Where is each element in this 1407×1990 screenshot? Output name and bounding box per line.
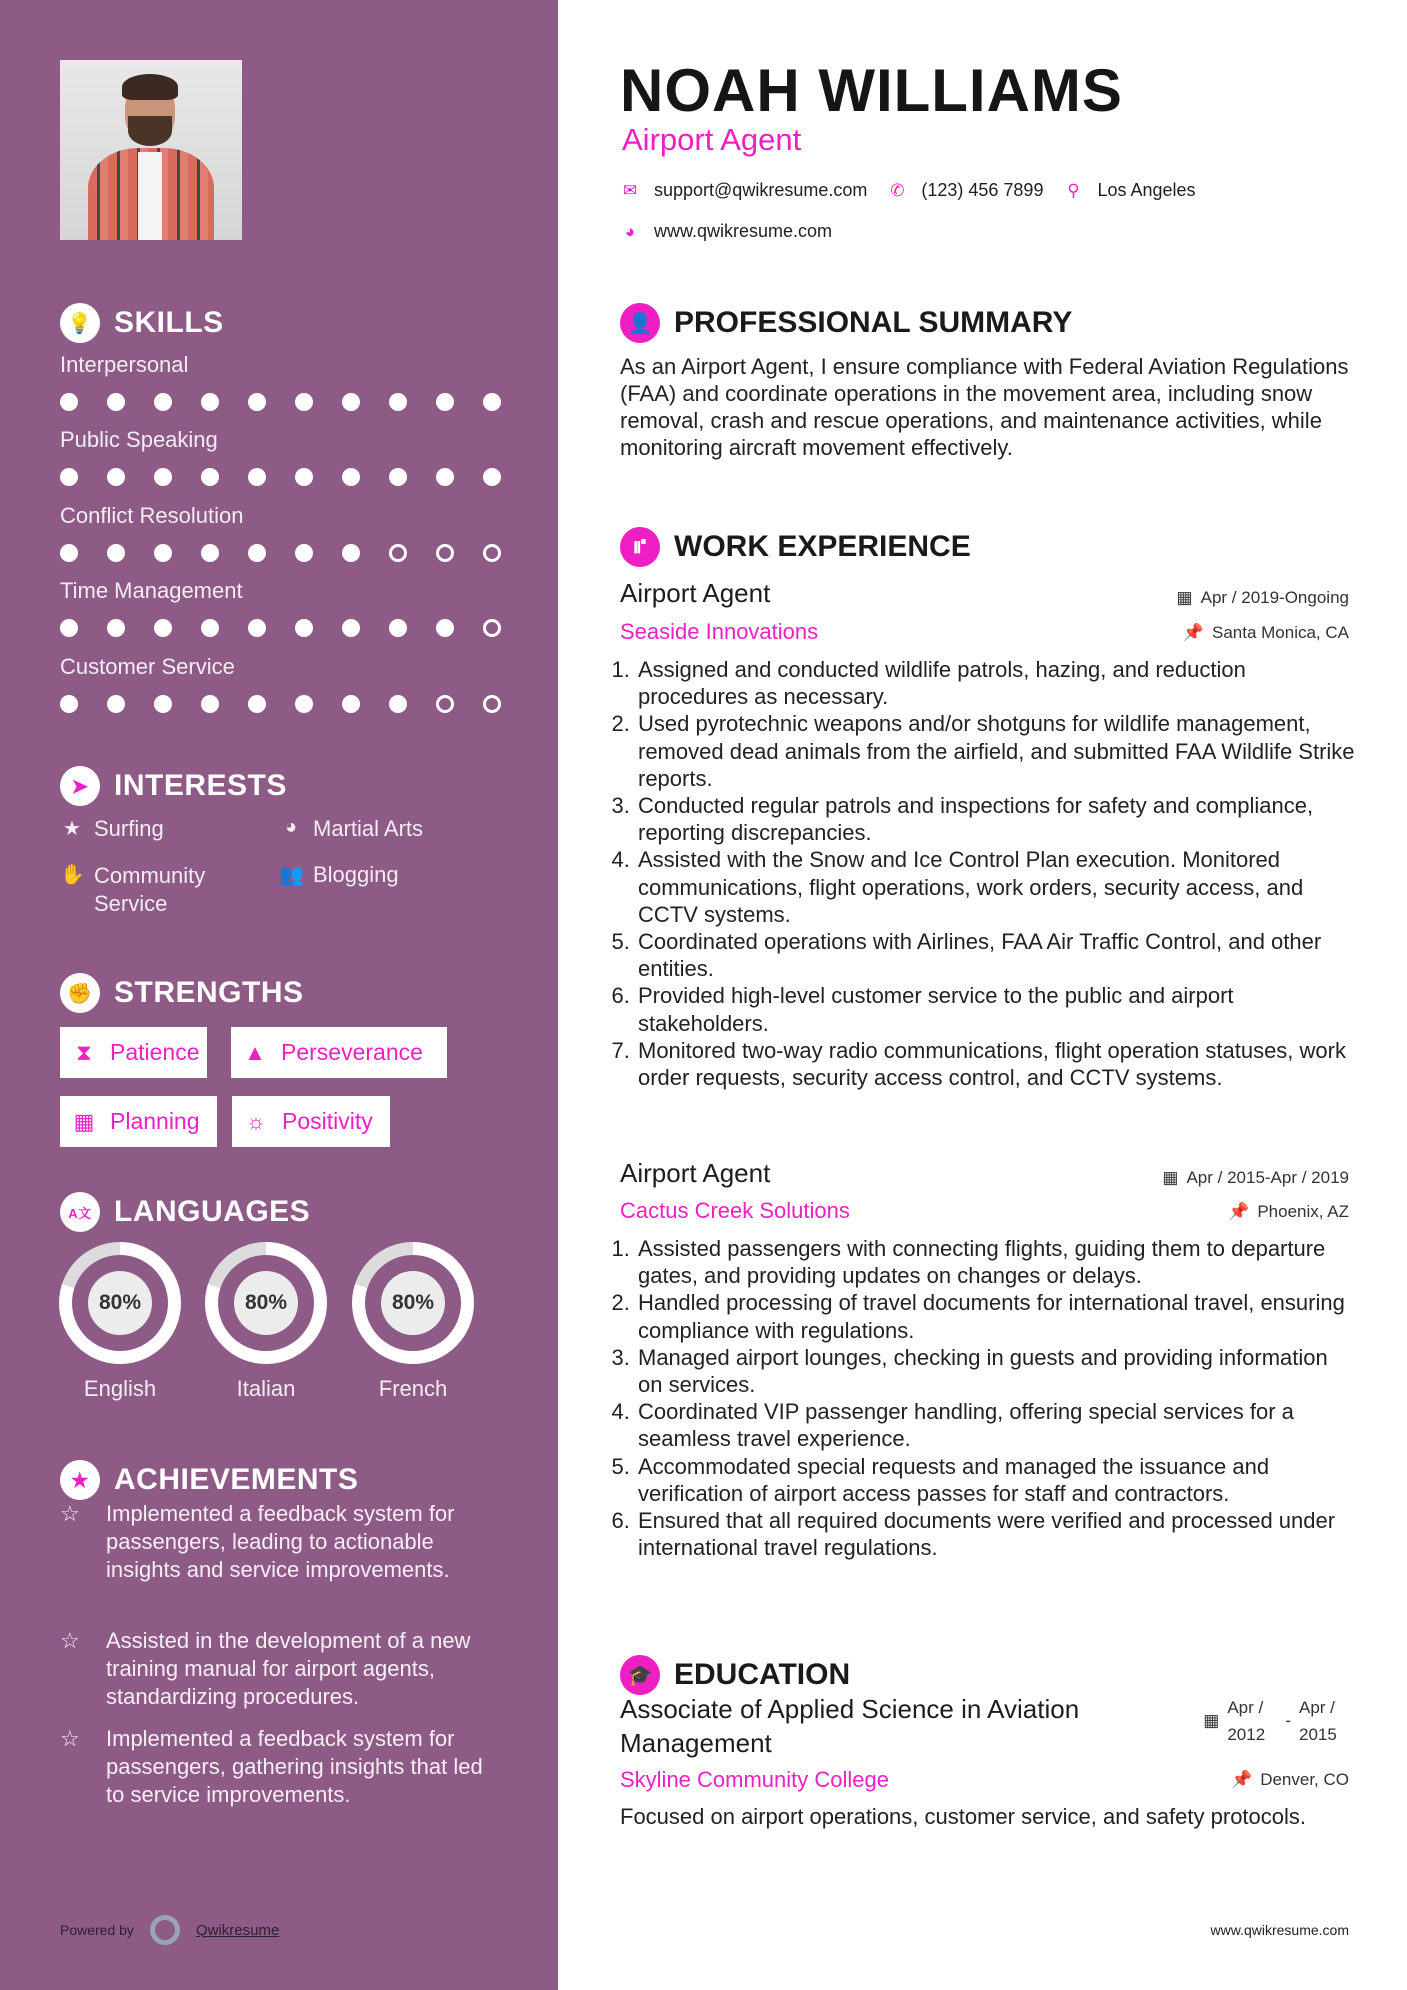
achievement-text: Implemented a feedback system for passengers, leading to actionable insights and service improvements. <box>106 1501 455 1582</box>
candidate-name: NOAH WILLIAMS <box>620 57 1123 124</box>
skill-rating <box>60 544 501 562</box>
date-text: Apr / 2019-Ongoing <box>1200 588 1349 607</box>
section-title: LANGUAGES <box>114 1195 311 1228</box>
filled-dot <box>60 619 78 637</box>
filled-dot <box>342 393 360 411</box>
hourglass-icon: ⧗ <box>76 1039 92 1065</box>
powered-by <box>60 1915 279 1945</box>
filled-dot <box>342 619 360 637</box>
filled-dot <box>248 619 266 637</box>
date-text: Apr / 2015-Apr / 2019 <box>1186 1168 1349 1187</box>
email-link[interactable]: support@qwikresume.com <box>654 180 868 200</box>
percent-label: 80% <box>88 1271 152 1335</box>
filled-dot <box>107 544 125 562</box>
graduate-icon: 🎓 <box>620 1655 660 1695</box>
section-title: WORK EXPERIENCE <box>674 530 971 563</box>
empty-dot <box>436 544 454 562</box>
strength-badge <box>231 1027 447 1078</box>
filled-dot <box>107 619 125 637</box>
strengths-heading <box>60 973 304 1013</box>
sun-icon: ☼ <box>245 1108 267 1134</box>
chair-icon: ⑈ <box>620 527 660 567</box>
empty-dot <box>389 544 407 562</box>
location-text: Santa Monica, CA <box>1211 623 1349 642</box>
empty-dot <box>483 544 501 562</box>
filled-dot <box>154 619 172 637</box>
section-title: STRENGTHS <box>114 976 304 1009</box>
sidebar <box>0 0 558 1990</box>
paper-plane-icon: ➤ <box>60 766 100 806</box>
filled-dot <box>295 393 313 411</box>
translate-icon: A文 <box>60 1192 100 1232</box>
pin-icon: 📌 <box>1228 1202 1250 1221</box>
fist-icon: ✊ <box>60 973 100 1013</box>
company-name: Seaside Innovations <box>620 619 819 644</box>
empty-dot <box>483 619 501 637</box>
strength-badge <box>60 1027 207 1078</box>
language-name: English <box>83 1376 157 1401</box>
strength-badge <box>60 1096 217 1147</box>
empty-dot <box>436 695 454 713</box>
website-row <box>620 221 832 242</box>
filled-dot <box>295 695 313 713</box>
achievement-item <box>60 1725 500 1809</box>
filled-dot <box>389 619 407 637</box>
bullet: 6. Ensured that all required documents were verified and processed under international travel regulations. <box>636 1507 1357 1561</box>
users-icon: 👥 <box>279 864 304 886</box>
section-title: EDUCATION <box>674 1658 851 1691</box>
achievement-text: Assisted in the development of a new training manual for airport agents, standardizing procedures. <box>106 1628 471 1709</box>
globe-icon: ◕ <box>284 816 298 838</box>
school-name: Skyline Community College <box>620 1767 889 1792</box>
filled-dot <box>201 468 219 486</box>
interest-label: Surfing <box>94 816 164 841</box>
filled-dot <box>201 544 219 562</box>
bullet: 5. Coordinated operations with Airlines, FAA Air Traffic Control, and other entities. <box>636 928 1357 982</box>
filled-dot <box>154 695 172 713</box>
location-text: Los Angeles <box>1097 180 1196 200</box>
location-text: Denver, CO <box>1260 1770 1349 1789</box>
filled-dot <box>389 468 407 486</box>
interest-item <box>60 862 250 918</box>
job-dates <box>1162 1168 1349 1188</box>
filled-dot <box>107 393 125 411</box>
filled-dot <box>107 695 125 713</box>
filled-dot <box>295 544 313 562</box>
bullet: 1. Assigned and conducted wildlife patrols, hazing, and reduction procedures as necessary. <box>636 656 1357 710</box>
summary-text: As an Airport Agent, I ensure compliance with Federal Aviation Regulations (FAA) and coordinate operations in the movement area, including snow removal, crash and rescue operations, and maintenance activities, while monitoring aircraft movement effectively. <box>620 354 1349 460</box>
interest-item <box>279 816 423 842</box>
hand-icon: ✋ <box>60 864 85 886</box>
user-icon: 👤 <box>620 303 660 343</box>
experience-heading <box>620 527 971 567</box>
bullet: 5. Accommodated special requests and managed the issuance and verification of airport access passes for staff and contractors. <box>636 1453 1357 1507</box>
languages-heading <box>60 1192 310 1232</box>
filled-dot <box>342 695 360 713</box>
website-link[interactable]: www.qwikresume.com <box>654 221 833 241</box>
globe-icon: ◕ <box>624 221 636 241</box>
language-french <box>352 1242 474 1402</box>
skill-label: Customer Service <box>60 654 235 679</box>
skill-rating <box>60 695 501 713</box>
bullet: 3. Conducted regular patrols and inspections for safety and compliance, reporting discrepancies. <box>636 792 1357 846</box>
filled-dot <box>436 393 454 411</box>
education-heading <box>620 1655 850 1695</box>
skill-rating <box>60 393 501 411</box>
job-location <box>1228 1202 1349 1222</box>
filled-dot <box>248 393 266 411</box>
filled-dot <box>201 695 219 713</box>
progress-ring <box>205 1242 327 1364</box>
lightbulb-icon: 💡 <box>60 303 100 343</box>
interests-heading <box>60 766 287 806</box>
filled-dot <box>483 468 501 486</box>
degree-title: Associate of Applied Science in Aviation Management <box>620 1694 1080 1758</box>
candidate-title: Airport Agent <box>622 122 802 157</box>
road-icon: ▲ <box>244 1039 266 1065</box>
job-bullets <box>612 656 1357 1091</box>
start-date: Apr / 2012 <box>1227 1698 1266 1744</box>
bullet: 4. Assisted with the Snow and Ice Control Plan execution. Monitored communications, flight operations, work orders, security access, and CCTV systems. <box>636 846 1357 928</box>
education-location <box>1231 1770 1349 1790</box>
shooting-star-icon: ★ <box>60 1460 100 1500</box>
skills-heading <box>60 303 224 343</box>
achievement-text: Implemented a feedback system for passengers, gathering insights that led to service improvements. <box>106 1726 483 1807</box>
percent-label: 80% <box>234 1271 298 1335</box>
strength-label: Patience <box>110 1039 200 1065</box>
language-name: Italian <box>236 1376 296 1401</box>
shooting-star-icon: ☆ <box>60 1628 80 1653</box>
interest-label: Martial Arts <box>313 816 424 841</box>
strength-label: Planning <box>110 1108 200 1134</box>
phone-icon: ✆ <box>890 180 905 200</box>
profile-photo <box>60 60 242 240</box>
filled-dot <box>60 695 78 713</box>
filled-dot <box>295 619 313 637</box>
interest-label: Blogging <box>313 862 399 887</box>
filled-dot <box>295 468 313 486</box>
contact-row <box>620 180 1196 201</box>
language-name: French <box>378 1376 448 1401</box>
company-name: Cactus Creek Solutions <box>620 1198 850 1223</box>
end-date: Apr / 2015 <box>1299 1698 1337 1744</box>
interest-item <box>60 816 164 842</box>
powered-label: Powered by <box>60 1922 134 1938</box>
interest-label: Community Service <box>94 863 206 916</box>
education-description: Focused on airport operations, customer service, and safety protocols. <box>620 1804 1307 1829</box>
qwikresume-logo-icon <box>150 1915 180 1945</box>
strength-badge <box>232 1096 390 1147</box>
job-bullets <box>612 1235 1357 1561</box>
skill-label: Interpersonal <box>60 352 189 377</box>
location-text: Phoenix, AZ <box>1257 1202 1349 1221</box>
strength-label: Perseverance <box>281 1039 423 1065</box>
calendar-icon: ▦ <box>1176 588 1193 607</box>
calendar-icon: ▦ <box>1203 1711 1220 1730</box>
qwikresume-link[interactable]: Qwikresume <box>195 1921 280 1939</box>
filled-dot <box>60 393 78 411</box>
job-location <box>1183 623 1349 643</box>
map-pin-icon: ⚲ <box>1067 180 1080 200</box>
strength-label: Positivity <box>282 1108 373 1134</box>
pin-icon: 📌 <box>1231 1770 1253 1789</box>
skill-rating <box>60 619 501 637</box>
progress-ring <box>352 1242 474 1364</box>
job-dates <box>1177 588 1349 608</box>
achievement-item <box>60 1627 500 1711</box>
bullet: 2. Used pyrotechnic weapons and/or shotguns for wildlife management, removed dead animals from the airfield, and submitted FAA Wildlife Strike reports. <box>636 710 1357 792</box>
filled-dot <box>60 468 78 486</box>
section-title: SKILLS <box>114 306 224 339</box>
skill-label: Time Management <box>60 578 243 603</box>
summary-heading <box>620 303 1072 343</box>
calendar-icon: ▦ <box>73 1108 95 1134</box>
filled-dot <box>201 619 219 637</box>
filled-dot <box>107 468 125 486</box>
job-title: Airport Agent <box>620 578 771 608</box>
envelope-icon: ✉ <box>622 180 638 200</box>
bullet: 6. Provided high-level customer service to the public and airport stakeholders. <box>636 982 1357 1036</box>
language-italian <box>205 1242 327 1402</box>
job-title: Airport Agent <box>620 1158 771 1188</box>
skill-rating <box>60 468 501 486</box>
interest-item <box>279 862 399 888</box>
filled-dot <box>248 468 266 486</box>
filled-dot <box>342 544 360 562</box>
bullet: 7. Monitored two-way radio communications, flight operation statuses, work order requests, security access control, and CCTV systems. <box>636 1037 1357 1091</box>
section-title: INTERESTS <box>114 769 287 802</box>
filled-dot <box>60 544 78 562</box>
filled-dot <box>389 393 407 411</box>
percent-label: 80% <box>381 1271 445 1335</box>
phone-text: (123) 456 7899 <box>921 180 1044 200</box>
pin-icon: 📌 <box>1182 623 1204 642</box>
filled-dot <box>248 544 266 562</box>
bullet: 3. Managed airport lounges, checking in guests and providing information on services. <box>636 1344 1357 1398</box>
filled-dot <box>436 619 454 637</box>
skill-label: Conflict Resolution <box>60 503 244 528</box>
empty-dot <box>483 695 501 713</box>
bullet: 2. Handled processing of travel documents for international travel, ensuring compliance with regulations. <box>636 1289 1357 1343</box>
shooting-star-icon: ☆ <box>60 1501 80 1526</box>
bullet: 1. Assisted passengers with connecting flights, guiding them to departure gates, and providing updates on changes or delays. <box>636 1235 1357 1289</box>
filled-dot <box>248 695 266 713</box>
filled-dot <box>436 468 454 486</box>
achievements-heading <box>60 1460 358 1500</box>
language-english <box>59 1242 181 1402</box>
filled-dot <box>154 544 172 562</box>
education-dates: ▦ Apr / 2012 - Apr / 2015 <box>1203 1694 1349 1748</box>
calendar-icon: ▦ <box>1162 1168 1179 1187</box>
bullet: 4. Coordinated VIP passenger handling, offering special services for a seamless travel experience. <box>636 1398 1357 1452</box>
filled-dot <box>154 393 172 411</box>
filled-dot <box>201 393 219 411</box>
filled-dot <box>154 468 172 486</box>
filled-dot <box>389 695 407 713</box>
progress-ring <box>59 1242 181 1364</box>
achievement-item <box>60 1500 500 1584</box>
section-title: PROFESSIONAL SUMMARY <box>674 306 1073 339</box>
footer-website[interactable]: www.qwikresume.com <box>1210 1922 1349 1938</box>
star-icon: ★ <box>63 818 81 840</box>
filled-dot <box>342 468 360 486</box>
shooting-star-icon: ☆ <box>60 1726 80 1751</box>
filled-dot <box>483 393 501 411</box>
skill-label: Public Speaking <box>60 427 218 452</box>
section-title: ACHIEVEMENTS <box>114 1463 359 1496</box>
